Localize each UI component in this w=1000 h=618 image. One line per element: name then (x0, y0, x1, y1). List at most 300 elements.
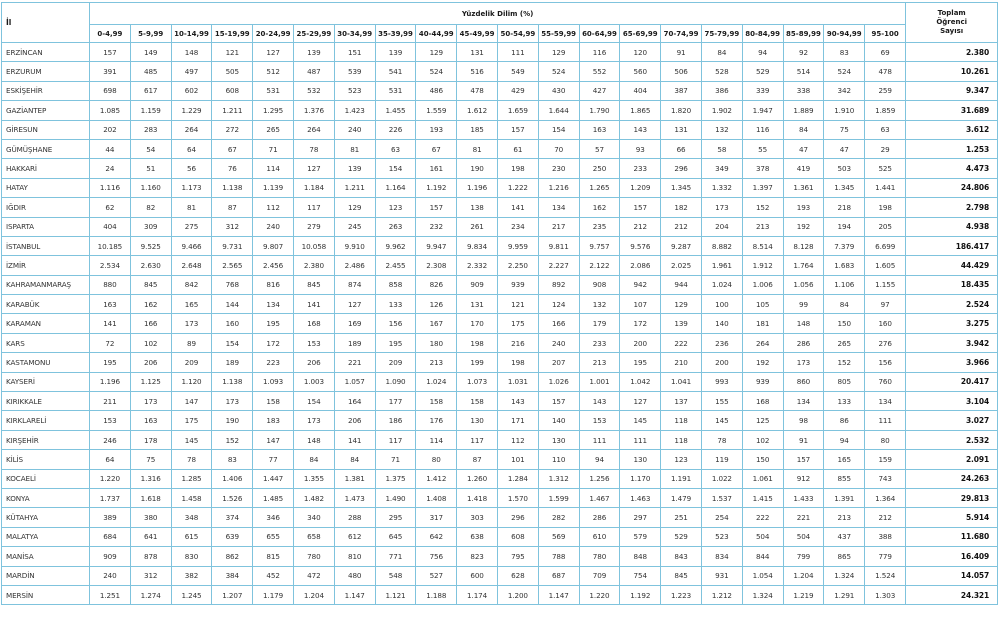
value-cell: 404 (620, 81, 661, 100)
value-cell: 170 (457, 314, 498, 333)
value-cell: 617 (130, 81, 171, 100)
value-cell: 1.219 (783, 585, 824, 604)
total-cell: 31.689 (906, 101, 998, 120)
value-cell: 162 (579, 198, 620, 217)
value-cell: 374 (212, 508, 253, 527)
value-cell: 129 (538, 43, 579, 62)
value-cell: 116 (742, 120, 783, 139)
value-cell: 126 (416, 295, 457, 314)
value-cell: 865 (824, 547, 865, 566)
value-cell: 152 (824, 353, 865, 372)
value-cell: 251 (661, 508, 702, 527)
value-cell: 254 (701, 508, 742, 527)
value-cell: 157 (416, 198, 457, 217)
range-header-cell: 10-14,99 (171, 25, 212, 43)
value-cell: 504 (783, 527, 824, 546)
value-cell: 8.128 (783, 236, 824, 255)
value-cell: 212 (661, 217, 702, 236)
value-cell: 1.155 (865, 275, 906, 294)
value-cell: 283 (130, 120, 171, 139)
value-cell: 63 (375, 139, 416, 158)
value-cell: 87 (212, 198, 253, 217)
total-header-line2: Öğrenci (936, 18, 968, 26)
value-cell: 166 (538, 314, 579, 333)
value-cell: 275 (171, 217, 212, 236)
value-cell: 1.196 (90, 372, 131, 391)
value-cell: 1.361 (783, 178, 824, 197)
value-cell: 1.345 (661, 178, 702, 197)
total-cell: 24.806 (906, 178, 998, 197)
value-cell: 66 (661, 139, 702, 158)
value-cell: 487 (293, 62, 334, 81)
value-cell: 77 (253, 450, 294, 469)
value-cell: 608 (497, 527, 538, 546)
value-cell: 1.003 (293, 372, 334, 391)
value-cell: 1.220 (579, 585, 620, 604)
value-cell: 1.211 (212, 101, 253, 120)
value-cell: 529 (661, 527, 702, 546)
total-cell: 3.275 (906, 314, 998, 333)
value-cell: 84 (701, 43, 742, 62)
value-cell: 386 (701, 81, 742, 100)
value-cell: 234 (497, 217, 538, 236)
value-cell: 190 (212, 411, 253, 430)
value-cell: 1.204 (293, 585, 334, 604)
table-row (2, 178, 998, 197)
value-cell: 9.525 (130, 236, 171, 255)
total-cell: 9.347 (906, 81, 998, 100)
value-cell: 176 (416, 411, 457, 430)
value-cell: 1.159 (130, 101, 171, 120)
value-cell: 114 (253, 159, 294, 178)
value-cell: 1.256 (579, 469, 620, 488)
value-cell: 1.147 (334, 585, 375, 604)
value-cell: 1.211 (334, 178, 375, 197)
value-cell: 1.455 (375, 101, 416, 120)
value-cell: 272 (212, 120, 253, 139)
value-cell: 1.612 (457, 101, 498, 120)
value-cell: 100 (701, 295, 742, 314)
value-cell: 151 (334, 43, 375, 62)
value-cell: 504 (742, 527, 783, 546)
value-cell: 263 (375, 217, 416, 236)
value-cell: 67 (212, 139, 253, 158)
value-cell: 83 (824, 43, 865, 62)
range-header-cell: 30-34,99 (334, 25, 375, 43)
province-name-cell: ESKİŞEHİR (2, 81, 90, 100)
value-cell: 541 (375, 62, 416, 81)
value-cell: 111 (579, 430, 620, 449)
value-cell: 1.303 (865, 585, 906, 604)
value-cell: 531 (253, 81, 294, 100)
value-cell: 165 (171, 295, 212, 314)
value-cell: 1.485 (253, 488, 294, 507)
value-cell: 56 (171, 159, 212, 178)
value-cell: 72 (90, 333, 131, 352)
value-cell: 264 (293, 120, 334, 139)
total-cell: 2.091 (906, 450, 998, 469)
value-cell: 779 (865, 547, 906, 566)
value-cell: 1.090 (375, 372, 416, 391)
value-cell: 157 (538, 392, 579, 411)
value-cell: 516 (457, 62, 498, 81)
value-cell: 132 (701, 120, 742, 139)
value-cell: 69 (865, 43, 906, 62)
value-cell: 1.355 (293, 469, 334, 488)
value-cell: 131 (661, 120, 702, 139)
province-name-cell: MERSİN (2, 585, 90, 604)
value-cell: 1.245 (171, 585, 212, 604)
value-cell: 177 (375, 392, 416, 411)
value-cell: 602 (171, 81, 212, 100)
value-cell: 1.106 (824, 275, 865, 294)
value-cell: 2.332 (457, 256, 498, 275)
value-cell: 54 (130, 139, 171, 158)
value-cell: 1.164 (375, 178, 416, 197)
range-header-cell: 85-89,99 (783, 25, 824, 43)
value-cell: 1.412 (416, 469, 457, 488)
value-cell: 878 (130, 547, 171, 566)
value-cell: 117 (375, 430, 416, 449)
value-cell: 209 (171, 353, 212, 372)
value-cell: 265 (253, 120, 294, 139)
range-header-cell: 5-9,99 (130, 25, 171, 43)
total-cell: 3.027 (906, 411, 998, 430)
value-cell: 189 (334, 333, 375, 352)
value-cell: 1.397 (742, 178, 783, 197)
value-cell: 159 (865, 450, 906, 469)
value-cell: 805 (824, 372, 865, 391)
value-cell: 131 (457, 43, 498, 62)
value-cell: 172 (620, 314, 661, 333)
value-cell: 862 (212, 547, 253, 566)
value-cell: 157 (620, 198, 661, 217)
table-row (2, 333, 998, 352)
province-header: İl (2, 3, 90, 43)
value-cell: 10.185 (90, 236, 131, 255)
value-cell: 1.961 (701, 256, 742, 275)
value-cell: 486 (416, 81, 457, 100)
value-cell: 1.229 (171, 101, 212, 120)
value-cell: 218 (824, 198, 865, 217)
value-cell: 121 (497, 295, 538, 314)
value-cell: 2.630 (130, 256, 171, 275)
value-cell: 129 (416, 43, 457, 62)
province-name-cell: GİRESUN (2, 120, 90, 139)
value-cell: 62 (90, 198, 131, 217)
value-cell: 389 (90, 508, 131, 527)
value-cell: 9.287 (661, 236, 702, 255)
table-body (2, 43, 998, 605)
value-cell: 939 (497, 275, 538, 294)
value-cell: 523 (334, 81, 375, 100)
value-cell: 1.260 (457, 469, 498, 488)
value-cell: 993 (701, 372, 742, 391)
value-cell: 246 (90, 430, 131, 449)
value-cell: 94 (824, 430, 865, 449)
value-cell: 823 (457, 547, 498, 566)
range-header-cell: 80-84,99 (742, 25, 783, 43)
value-cell: 181 (742, 314, 783, 333)
value-cell: 1.599 (538, 488, 579, 507)
value-cell: 105 (742, 295, 783, 314)
table-row (2, 43, 998, 62)
value-cell: 101 (497, 450, 538, 469)
value-cell: 2.565 (212, 256, 253, 275)
value-cell: 286 (783, 333, 824, 352)
value-cell: 1.026 (538, 372, 579, 391)
value-cell: 939 (742, 372, 783, 391)
province-name-cell: KARABÜK (2, 295, 90, 314)
value-cell: 312 (212, 217, 253, 236)
total-cell: 11.680 (906, 527, 998, 546)
value-cell: 132 (579, 295, 620, 314)
value-cell: 9.947 (416, 236, 457, 255)
range-header-cell: 70-74,99 (661, 25, 702, 43)
value-cell: 78 (293, 139, 334, 158)
value-cell: 236 (701, 333, 742, 352)
total-cell: 1.253 (906, 139, 998, 158)
value-cell: 1.902 (701, 101, 742, 120)
province-name-cell: IĞDIR (2, 198, 90, 217)
value-cell: 223 (253, 353, 294, 372)
value-cell: 845 (293, 275, 334, 294)
province-name-cell: MANİSA (2, 547, 90, 566)
value-cell: 1.605 (865, 256, 906, 275)
value-cell: 2.086 (620, 256, 661, 275)
value-cell: 213 (742, 217, 783, 236)
value-cell: 8.514 (742, 236, 783, 255)
value-cell: 1.192 (620, 585, 661, 604)
value-cell: 1.285 (171, 469, 212, 488)
table-row (2, 488, 998, 507)
value-cell: 200 (701, 353, 742, 372)
value-cell: 1.295 (253, 101, 294, 120)
value-cell: 158 (457, 392, 498, 411)
range-header-cell: 15-19,99 (212, 25, 253, 43)
value-cell: 2.122 (579, 256, 620, 275)
value-cell: 549 (497, 62, 538, 81)
value-cell: 145 (171, 430, 212, 449)
value-cell: 112 (253, 198, 294, 217)
value-cell: 816 (253, 275, 294, 294)
value-cell: 235 (579, 217, 620, 236)
value-cell: 317 (416, 508, 457, 527)
value-cell: 198 (497, 353, 538, 372)
value-cell: 529 (742, 62, 783, 81)
value-cell: 1.345 (824, 178, 865, 197)
value-cell: 1.139 (253, 178, 294, 197)
value-cell: 180 (416, 333, 457, 352)
value-cell: 768 (212, 275, 253, 294)
value-cell: 2.455 (375, 256, 416, 275)
value-cell: 429 (497, 81, 538, 100)
value-cell: 81 (334, 139, 375, 158)
value-cell: 134 (865, 392, 906, 411)
value-cell: 1.222 (497, 178, 538, 197)
value-cell: 1.120 (171, 372, 212, 391)
province-name-cell: KOCAELİ (2, 469, 90, 488)
value-cell: 349 (701, 159, 742, 178)
value-cell: 148 (171, 43, 212, 62)
value-cell: 157 (783, 450, 824, 469)
value-cell: 384 (212, 566, 253, 585)
value-cell: 206 (293, 353, 334, 372)
value-cell: 1.207 (212, 585, 253, 604)
value-cell: 1.179 (253, 585, 294, 604)
province-name-cell: KIRKLARELİ (2, 411, 90, 430)
total-cell: 29.813 (906, 488, 998, 507)
value-cell: 99 (783, 295, 824, 314)
value-cell: 2.486 (334, 256, 375, 275)
value-cell: 615 (171, 527, 212, 546)
table-row (2, 392, 998, 411)
value-cell: 84 (824, 295, 865, 314)
value-cell: 1.408 (416, 488, 457, 507)
value-cell: 288 (334, 508, 375, 527)
value-cell: 1.184 (293, 178, 334, 197)
value-cell: 9.834 (457, 236, 498, 255)
value-cell: 855 (824, 469, 865, 488)
value-cell: 261 (457, 217, 498, 236)
value-cell: 1.223 (661, 585, 702, 604)
value-cell: 84 (293, 450, 334, 469)
value-cell: 153 (579, 411, 620, 430)
value-cell: 342 (824, 81, 865, 100)
province-name-cell: İZMİR (2, 256, 90, 275)
value-cell: 158 (253, 392, 294, 411)
value-cell: 141 (334, 430, 375, 449)
value-cell: 118 (661, 411, 702, 430)
value-cell: 942 (620, 275, 661, 294)
value-cell: 155 (701, 392, 742, 411)
range-header-cell: 0-4,99 (90, 25, 131, 43)
value-cell: 130 (620, 450, 661, 469)
value-cell: 216 (497, 333, 538, 352)
table-row (2, 450, 998, 469)
value-cell: 845 (661, 566, 702, 585)
value-cell: 63 (865, 120, 906, 139)
province-name-cell: ERZURUM (2, 62, 90, 81)
value-cell: 94 (742, 43, 783, 62)
value-cell: 127 (334, 295, 375, 314)
value-cell: 1.324 (824, 566, 865, 585)
value-cell: 61 (497, 139, 538, 158)
value-cell: 826 (416, 275, 457, 294)
value-cell: 532 (293, 81, 334, 100)
total-students-header (906, 3, 998, 43)
value-cell: 145 (620, 411, 661, 430)
value-cell: 380 (130, 508, 171, 527)
value-cell: 194 (824, 217, 865, 236)
value-cell: 1.024 (416, 372, 457, 391)
value-cell: 111 (497, 43, 538, 62)
value-cell: 97 (865, 295, 906, 314)
value-cell: 152 (212, 430, 253, 449)
value-cell: 2.250 (497, 256, 538, 275)
value-cell: 709 (579, 566, 620, 585)
value-cell: 843 (661, 547, 702, 566)
value-cell: 93 (620, 139, 661, 158)
value-cell: 127 (253, 43, 294, 62)
value-cell: 78 (701, 430, 742, 449)
value-cell: 485 (130, 62, 171, 81)
value-cell: 120 (620, 43, 661, 62)
value-cell: 55 (742, 139, 783, 158)
value-cell: 9.757 (579, 236, 620, 255)
table-row (2, 508, 998, 527)
value-cell: 9.576 (620, 236, 661, 255)
value-cell: 240 (253, 217, 294, 236)
value-cell: 265 (824, 333, 865, 352)
value-cell: 1.200 (497, 585, 538, 604)
value-cell: 309 (130, 217, 171, 236)
value-cell: 168 (742, 392, 783, 411)
table-row (2, 256, 998, 275)
total-cell: 5.914 (906, 508, 998, 527)
value-cell: 153 (293, 333, 334, 352)
value-cell: 153 (90, 411, 131, 430)
value-cell: 295 (375, 508, 416, 527)
value-cell: 848 (620, 547, 661, 566)
total-cell: 186.417 (906, 236, 998, 255)
value-cell: 1.375 (375, 469, 416, 488)
value-cell: 182 (661, 198, 702, 217)
value-cell: 9.962 (375, 236, 416, 255)
value-cell: 140 (538, 411, 579, 430)
value-cell: 1.216 (538, 178, 579, 197)
value-cell: 1.332 (701, 178, 742, 197)
value-cell: 1.116 (90, 178, 131, 197)
table-row (2, 217, 998, 236)
range-header-cell: 45-49,99 (457, 25, 498, 43)
value-cell: 198 (865, 198, 906, 217)
value-cell: 134 (783, 392, 824, 411)
value-cell: 378 (742, 159, 783, 178)
value-cell: 202 (90, 120, 131, 139)
value-cell: 788 (538, 547, 579, 566)
value-cell: 524 (416, 62, 457, 81)
value-cell: 233 (579, 333, 620, 352)
province-name-cell: ERZİNCAN (2, 43, 90, 62)
range-header-row (2, 25, 998, 43)
value-cell: 89 (171, 333, 212, 352)
value-cell: 931 (701, 566, 742, 585)
value-cell: 478 (865, 62, 906, 81)
value-cell: 71 (375, 450, 416, 469)
value-cell: 525 (865, 159, 906, 178)
table-row (2, 314, 998, 333)
value-cell: 1.057 (334, 372, 375, 391)
value-cell: 82 (130, 198, 171, 217)
value-cell: 141 (497, 198, 538, 217)
value-cell: 147 (253, 430, 294, 449)
value-cell: 1.447 (253, 469, 294, 488)
total-cell: 3.104 (906, 392, 998, 411)
value-cell: 264 (171, 120, 212, 139)
value-cell: 210 (661, 353, 702, 372)
value-cell: 600 (457, 566, 498, 585)
value-cell: 628 (497, 566, 538, 585)
value-cell: 9.466 (171, 236, 212, 255)
table-row (2, 527, 998, 546)
value-cell: 150 (742, 450, 783, 469)
value-cell: 612 (334, 527, 375, 546)
value-cell: 1.910 (824, 101, 865, 120)
value-cell: 173 (212, 392, 253, 411)
value-cell: 1.121 (375, 585, 416, 604)
value-cell: 880 (90, 275, 131, 294)
